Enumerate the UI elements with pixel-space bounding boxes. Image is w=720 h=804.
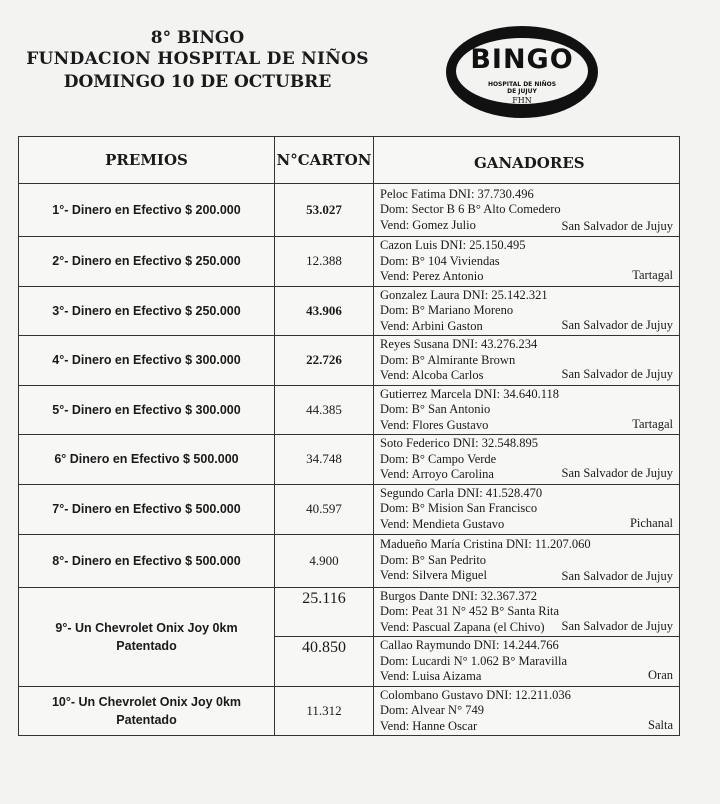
table-row	[19, 534, 680, 587]
winner-vendor: Vend: Alcoba Carlos	[380, 368, 484, 382]
carton-cell: 40.850	[275, 637, 374, 687]
winner-cell	[374, 286, 680, 336]
winner-name: Soto Federico DNI: 32.548.895	[380, 436, 538, 450]
winner-cell	[374, 237, 680, 287]
foundation-title: FUNDACION HOSPITAL DE NIÑOS	[26, 49, 369, 69]
winner-name: Reyes Susana DNI: 43.276.234	[380, 337, 538, 351]
winner-city: Tartagal	[632, 416, 673, 431]
winner-address: Dom: Peat 31 N° 452 B° Santa Rita	[380, 604, 560, 618]
winner-address: Dom: Lucardi N° 1.062 B° Maravilla	[380, 653, 568, 668]
column-header-premios: PREMIOS	[19, 137, 275, 184]
winner-name: Gutierrez Marcela DNI: 34.640.118	[380, 386, 559, 401]
winner-city: Salta	[648, 717, 673, 732]
winner-name: Colombano Gustavo DNI: 12.211.036	[380, 687, 571, 702]
winner-vendor: Vend: Silvera Miguel	[380, 568, 487, 583]
table-row	[19, 484, 680, 534]
winner-cell	[374, 435, 680, 485]
prize-cell: 6° Dinero en Efectivo $ 500.000	[19, 435, 275, 485]
winner-address: Dom: B° San Pedrito	[380, 552, 487, 567]
winner-address: Dom: B° Mision San Francisco	[380, 501, 538, 516]
table-row	[19, 385, 680, 435]
table-row	[19, 336, 680, 386]
winner-city: San Salvador de Jujuy	[561, 317, 673, 332]
carton-cell: 25.116	[275, 587, 374, 637]
winner-city: San Salvador de Jujuy	[561, 569, 673, 583]
table-row	[19, 184, 680, 237]
table-row	[19, 237, 680, 287]
winner-address: Dom: B° Almirante Brown	[380, 352, 516, 367]
winner-vendor: Vend: Perez Antonio	[380, 269, 484, 283]
winner-address: Dom: Alvear N° 749	[380, 703, 484, 717]
winner-vendor: Vend: Hanne Oscar	[380, 718, 478, 733]
prize-cell: 7°- Dinero en Efectivo $ 500.000	[19, 484, 275, 534]
winner-vendor: Vend: Gomez Julio	[380, 217, 476, 232]
bingo-logo	[446, 26, 598, 118]
page-header	[0, 0, 720, 130]
winner-cell	[374, 587, 680, 637]
winner-vendor: Vend: Arbini Gaston	[380, 318, 483, 333]
winner-name: Segundo Carla DNI: 41.528.470	[380, 485, 543, 500]
winner-cell	[374, 385, 680, 435]
winner-cell	[374, 686, 680, 736]
winner-name: Callao Raymundo DNI: 14.244.766	[380, 638, 559, 652]
carton-cell: 43.906	[275, 286, 374, 336]
logo-fhn: FHN	[512, 96, 532, 105]
winner-name: Cazon Luis DNI: 25.150.495	[380, 238, 526, 252]
winner-vendor: Vend: Flores Gustavo	[380, 417, 489, 432]
winner-city: San Salvador de Jujuy	[561, 618, 673, 633]
winner-vendor: Vend: Arroyo Carolina	[380, 467, 494, 481]
winner-cell	[374, 534, 680, 587]
event-title: 8° BINGO	[150, 28, 245, 48]
winner-cell	[374, 184, 680, 237]
winner-address: Dom: B° Campo Verde	[380, 451, 497, 466]
winner-cell	[374, 484, 680, 534]
table-row	[19, 286, 680, 336]
winners-table	[18, 136, 680, 736]
winner-name: Peloc Fatima DNI: 37.730.496	[380, 186, 534, 201]
table-row	[19, 686, 680, 736]
column-header-ganadores: GANADORES	[374, 137, 680, 184]
carton-cell: 34.748	[275, 435, 374, 485]
logo-word: BINGO	[470, 44, 574, 75]
winner-city: San Salvador de Jujuy	[561, 466, 673, 480]
winner-vendor: Vend: Mendieta Gustavo	[380, 516, 505, 531]
table-row	[19, 587, 680, 637]
winner-name: Burgos Dante DNI: 32.367.372	[380, 588, 538, 603]
carton-cell: 22.726	[275, 336, 374, 386]
winner-address: Dom: B° San Antonio	[380, 402, 491, 416]
winner-city: Pichanal	[629, 516, 673, 530]
prize-cell: 9°- Un Chevrolet Onix Joy 0km Patentado	[19, 587, 275, 686]
winner-cell	[374, 336, 680, 386]
prize-cell: 5°- Dinero en Efectivo $ 300.000	[19, 385, 275, 435]
column-header-carton: N°CARTON	[275, 137, 374, 184]
carton-cell: 11.312	[275, 686, 374, 736]
carton-cell: 53.027	[275, 184, 374, 237]
winner-address: Dom: Sector B 6 B° Alto Comedero	[380, 202, 561, 217]
prize-cell: 1°- Dinero en Efectivo $ 200.000	[19, 184, 275, 237]
table-row	[19, 435, 680, 485]
winner-city: San Salvador de Jujuy	[561, 218, 673, 233]
carton-cell: 12.388	[275, 237, 374, 287]
carton-cell: 44.385	[275, 385, 374, 435]
event-date: DOMINGO 10 DE OCTUBRE	[63, 72, 332, 92]
winner-vendor: Vend: Pascual Zapana (el Chivo)	[380, 619, 545, 634]
winner-address: Dom: B° 104 Viviendas	[380, 253, 500, 268]
prize-cell: 10°- Un Chevrolet Onix Joy 0km Patentado	[19, 686, 275, 736]
carton-cell: 4.900	[275, 534, 374, 587]
winner-cell	[374, 637, 680, 687]
winner-name: Gonzalez Laura DNI: 25.142.321	[380, 287, 548, 302]
prize-cell: 8°- Dinero en Efectivo $ 500.000	[19, 534, 275, 587]
carton-cell: 40.597	[275, 484, 374, 534]
prize-cell: 2°- Dinero en Efectivo $ 250.000	[19, 237, 275, 287]
winner-city: Tartagal	[632, 268, 673, 282]
winner-name: Madueño María Cristina DNI: 11.207.060	[380, 537, 591, 552]
table-header-row	[19, 137, 680, 184]
winner-city: San Salvador de Jujuy	[561, 367, 673, 381]
winner-city: Oran	[648, 668, 673, 682]
prize-cell: 4°- Dinero en Efectivo $ 300.000	[19, 336, 275, 386]
winner-vendor: Vend: Luisa Aizama	[380, 669, 482, 683]
prize-cell: 3°- Dinero en Efectivo $ 250.000	[19, 286, 275, 336]
winner-address: Dom: B° Mariano Moreno	[380, 303, 514, 317]
logo-subtitle: HOSPITAL DE NIÑOS DE JUJUY	[487, 81, 557, 95]
